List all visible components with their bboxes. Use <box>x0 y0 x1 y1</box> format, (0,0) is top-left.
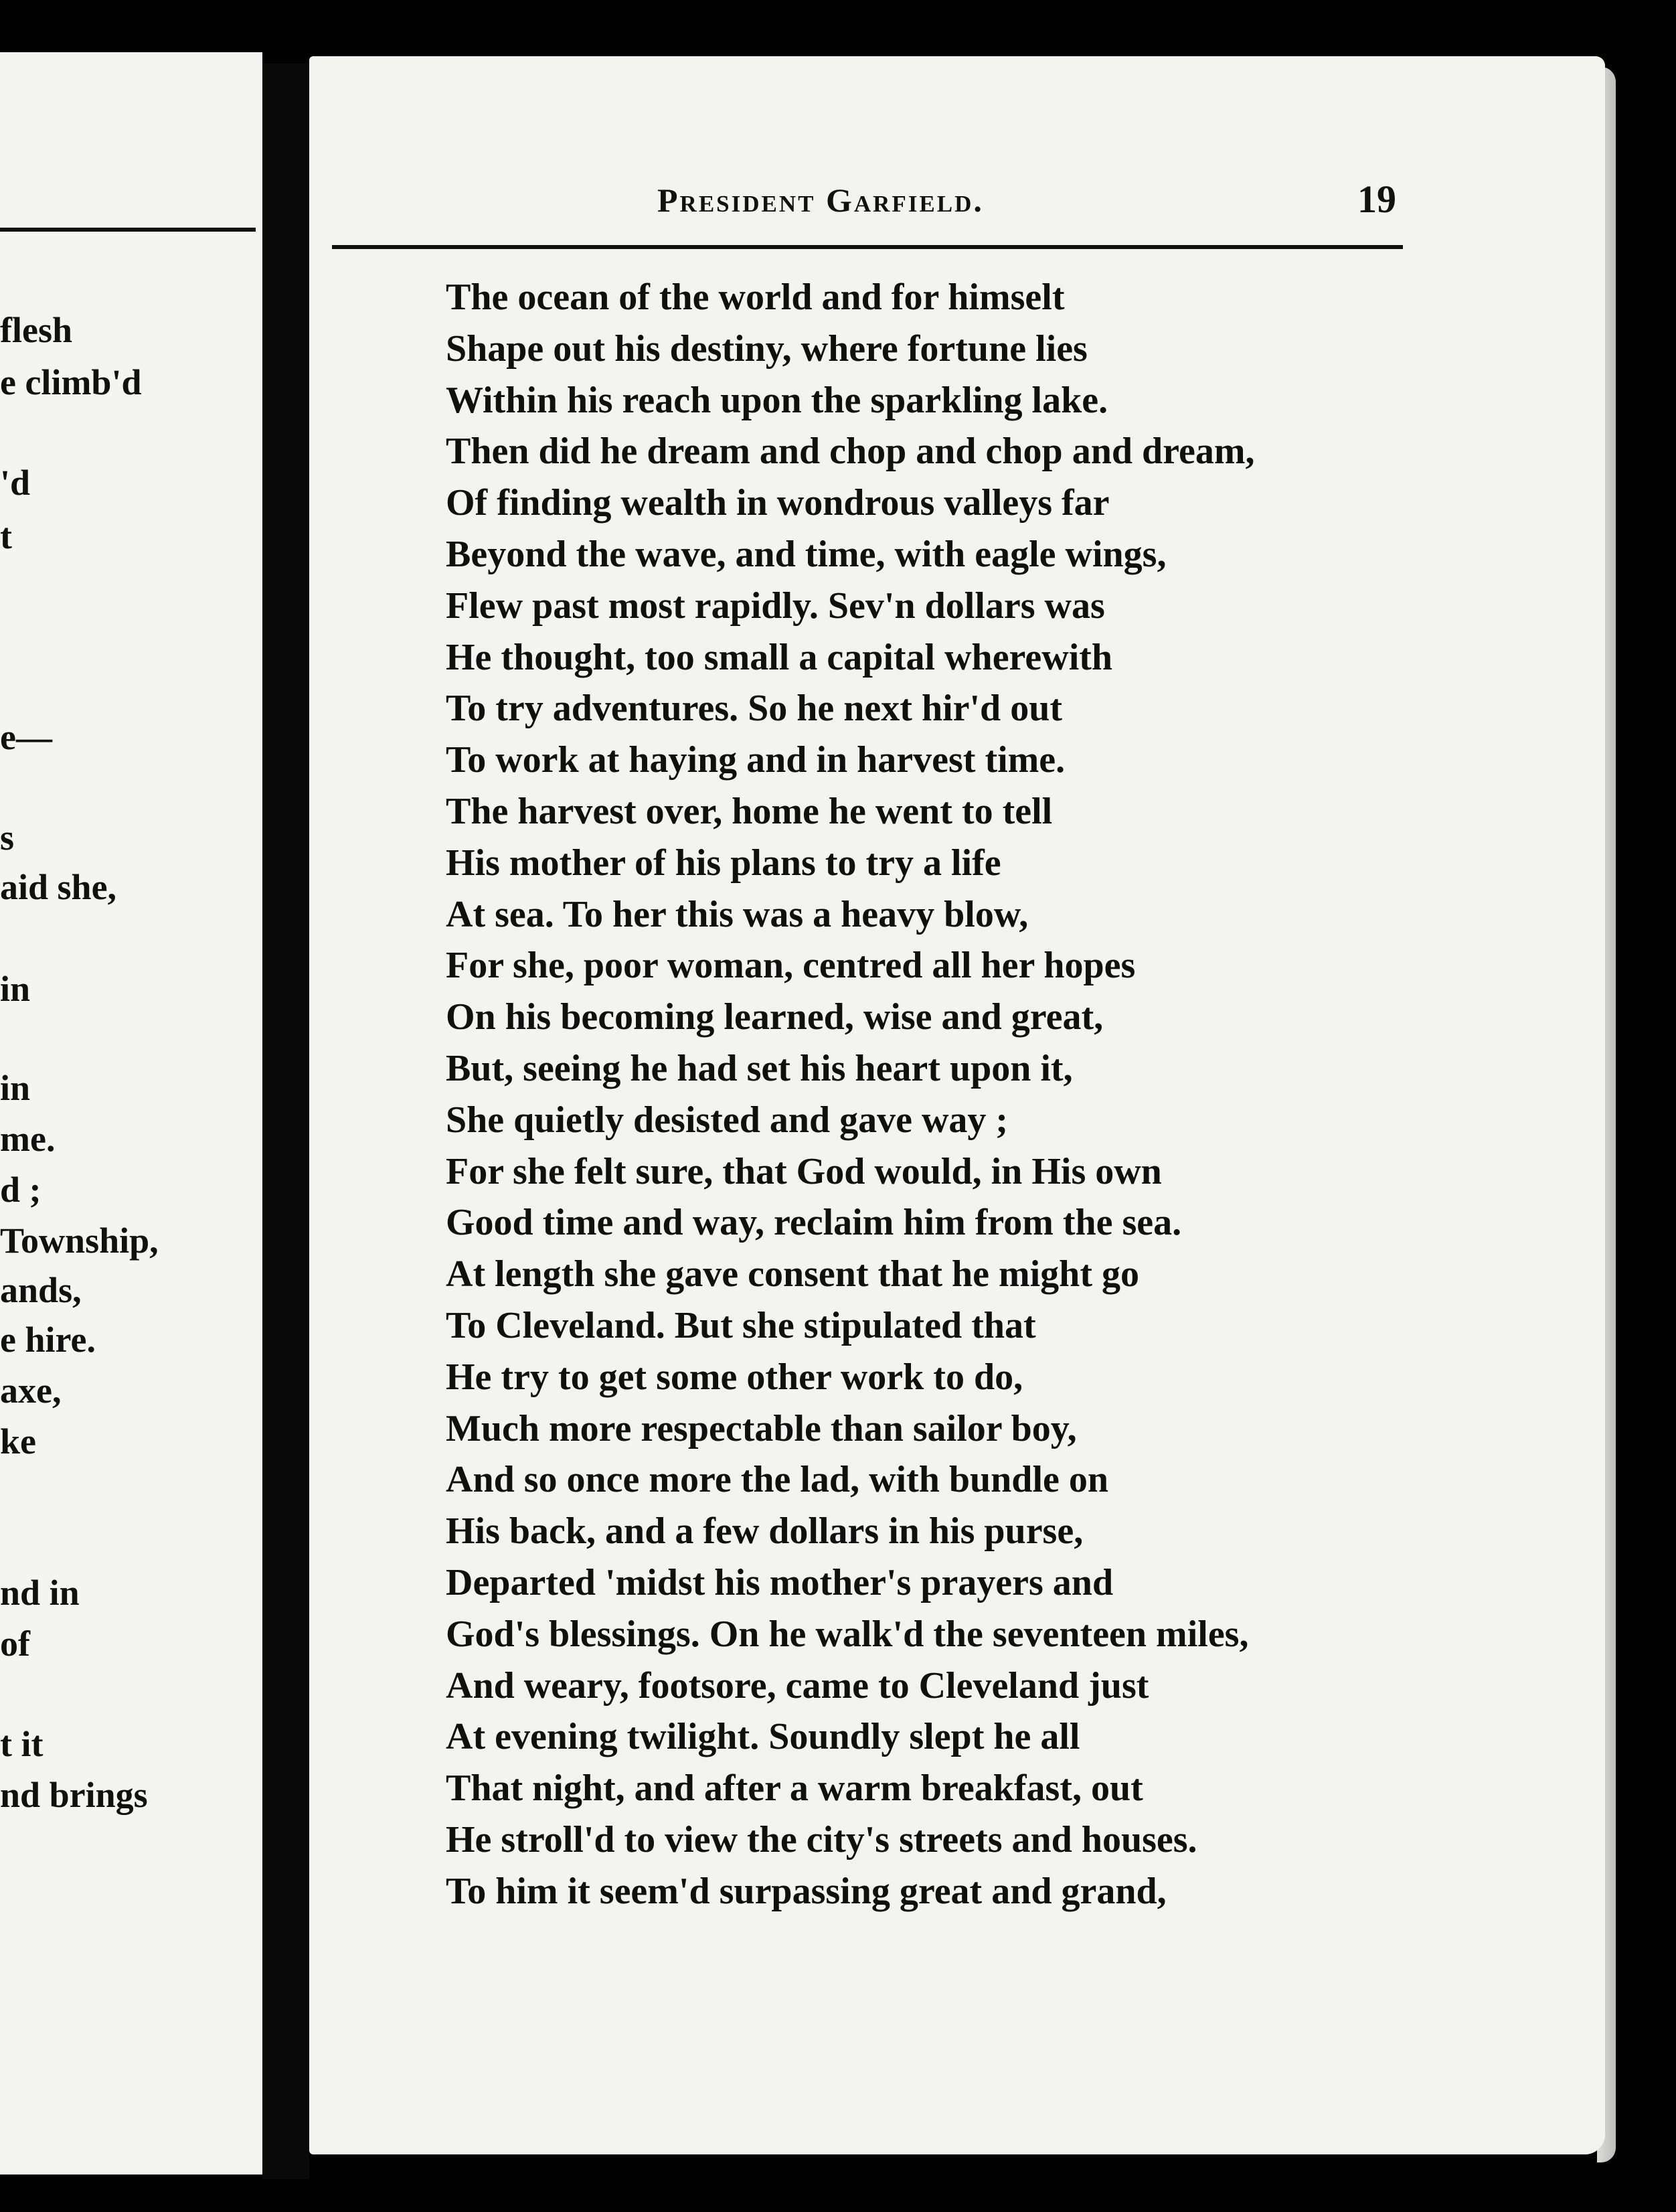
left-page-line: t it <box>0 1724 44 1764</box>
verse-line: Then did he dream and chop and chop and dream, <box>446 430 1255 473</box>
poem-text <box>446 272 1254 1917</box>
left-page-line: s <box>0 817 15 858</box>
verse-line: Departed 'midst his mother's prayers and <box>446 1561 1114 1603</box>
left-page-line: e— <box>0 717 52 757</box>
left-page-line: ke <box>0 1421 36 1462</box>
verse-line: His mother of his plans to try a life <box>446 842 1001 884</box>
verse-line: God's blessings. On he walk'd the seventeen miles, <box>446 1613 1249 1655</box>
left-page <box>0 52 262 2175</box>
verse-line: To him it seem'd surpassing great and grand, <box>446 1870 1167 1912</box>
verse-line: But, seeing he had set his heart upon it, <box>446 1047 1073 1089</box>
left-page-rule <box>0 228 256 232</box>
right-page <box>309 56 1605 2154</box>
left-page-line: t <box>0 516 12 556</box>
verse-line: Of finding wealth in wondrous valleys far <box>446 482 1110 524</box>
verse-line: To work at haying and in harvest time. <box>446 739 1066 781</box>
verse-line: That night, and after a warm breakfast, out <box>446 1767 1143 1810</box>
running-head: President Garfield. <box>657 181 984 219</box>
left-page-line: nd brings <box>0 1775 148 1815</box>
verse-line: He stroll'd to view the city's streets and houses. <box>446 1818 1197 1861</box>
verse-line: He try to get some other work to do, <box>446 1356 1023 1398</box>
verse-line: On his becoming learned, wise and great, <box>446 996 1104 1038</box>
left-page-line: in <box>0 969 31 1009</box>
verse-line: Shape out his destiny, where fortune lies <box>446 327 1088 370</box>
page-number: 19 <box>1357 177 1396 221</box>
left-page-line: nd in <box>0 1573 80 1613</box>
left-page-line: e hire. <box>0 1320 96 1360</box>
verse-line: The harvest over, home he went to tell <box>446 790 1053 832</box>
left-page-line: aid she, <box>0 867 117 907</box>
left-page-line: flesh <box>0 310 72 350</box>
left-page-line: 'd <box>0 463 31 503</box>
verse-line: Within his reach upon the sparkling lake. <box>446 379 1108 421</box>
verse-line: Beyond the wave, and time, with eagle wings, <box>446 533 1167 575</box>
verse-line: For she, poor woman, centred all her hopes <box>446 945 1136 987</box>
left-page-line: ands, <box>0 1270 82 1310</box>
left-page-line: in <box>0 1068 31 1108</box>
verse-line: Flew past most rapidly. Sev'n dollars was <box>446 584 1105 627</box>
verse-line: His back, and a few dollars in his purse, <box>446 1510 1084 1553</box>
left-page-line: e climb'd <box>0 362 142 402</box>
book-gutter <box>262 64 309 2179</box>
verse-line: He thought, too small a capital wherewith <box>446 636 1113 678</box>
left-page-line: axe, <box>0 1370 62 1411</box>
verse-line: At evening twilight. Soundly slept he all <box>446 1716 1080 1758</box>
verse-line: Much more respectable than sailor boy, <box>446 1407 1077 1449</box>
left-page-line: d ; <box>0 1170 41 1210</box>
left-page-line: Township, <box>0 1220 159 1261</box>
verse-line: For she felt sure, that God would, in His own <box>446 1150 1162 1192</box>
verse-line: Good time and way, reclaim him from the sea. <box>446 1202 1182 1244</box>
verse-line: And so once more the lad, with bundle on <box>446 1459 1109 1501</box>
verse-line: To try adventures. So he next hir'd out <box>446 688 1062 730</box>
verse-line: At length she gave consent that he might go <box>446 1253 1139 1295</box>
verse-line: At sea. To her this was a heavy blow, <box>446 893 1029 935</box>
verse-line: To Cleveland. But she stipulated that <box>446 1304 1036 1346</box>
header-rule <box>332 245 1403 249</box>
left-page-line: of <box>0 1624 30 1664</box>
left-page-line: me. <box>0 1119 56 1159</box>
verse-line: And weary, footsore, came to Cleveland just <box>446 1664 1149 1707</box>
verse-line: She quietly desisted and gave way ; <box>446 1099 1009 1141</box>
verse-line: The ocean of the world and for himselt <box>446 276 1065 318</box>
